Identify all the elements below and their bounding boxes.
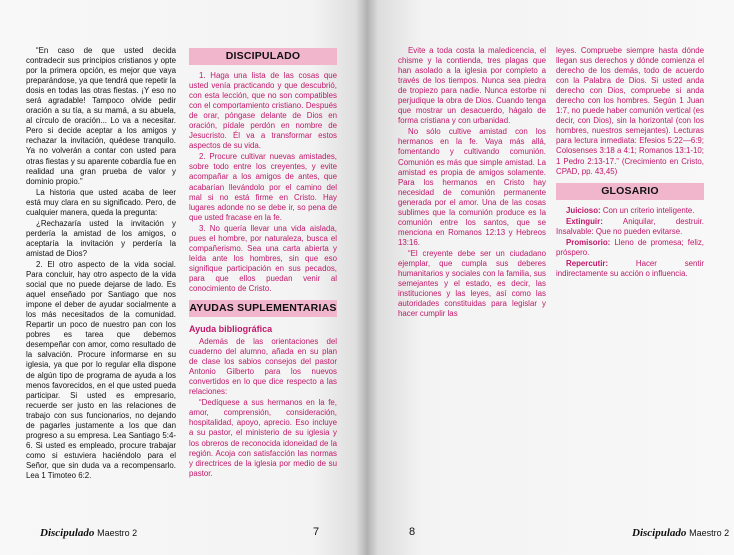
right-page-number: 8 bbox=[409, 526, 416, 538]
ayuda-bibliografica-body bbox=[189, 337, 337, 479]
paragraph: “Dedíquese a sus hermanos en la fe, amor, comprensión, consideración, hospitalidad, apoyo, aprecio. Eso incluye a su pastor, el ministerio de su iglesia y los obreros de reconocida idoneidad de la región. Acoja con satisfacción las normas y directrices de la iglesia por medio de su pastor. bbox=[189, 398, 337, 478]
glossary-entry bbox=[556, 259, 704, 279]
ayudas-suplementarias-heading: AYUDAS SUPLEMENTARIAS bbox=[189, 300, 337, 317]
paragraph: “El creyente debe ser un ciudadano ejemplar, que cumpla sus deberes humanitarios y sociales con la familia, sus semejantes y el estado, es decir, las instituciones y las leyes, así como las autoridades constituidas para legislar y hacer cumplir las bbox=[398, 248, 546, 319]
glossary-term: Promisorio: bbox=[566, 237, 611, 247]
right-column-2-body bbox=[556, 46, 704, 177]
glossary-definition: Hacer sentir indirectamente su acción o influencia. bbox=[556, 258, 704, 278]
paragraph: Evite a toda costa la maledicencia, el chisme y la contienda, tres plagas que han asolado a la iglesia por completo a través de los tiempos. Nunca sea piedra de tropiezo para nadie. Nunca estorbe ni perjudique la obra de Dios. Cuando tenga que mostrar un desacuerdo, hágalo de forma cristiana y con urbanidad. bbox=[398, 46, 546, 126]
glossary-entry bbox=[556, 206, 704, 216]
brand-name: Discipulado bbox=[632, 527, 687, 539]
glossary-entry bbox=[556, 238, 704, 258]
right-column-1 bbox=[398, 46, 546, 320]
paragraph: leyes. Compruebe siempre hasta dónde llegan sus derechos y dónde comienza el derecho de los demás, todo de acuerdo con la Palabra de Dios. Si usted anda derecho con Dios, compruebe si anda derecho con los hombres. Según 1 Juan 1:7, no puede haber comunión vertical (es decir, con Dios), sin la horizontal (con los hombres, nuestros semejantes). Lecturas para lectura inmediata: Efesios 5:22—6:9; Colosenses 3:18 a 4:1; Romanos 13:1-10; 1 Pedro 2:13-17.” (Crecimiento en Cristo, CPAD, pp. 43,45) bbox=[556, 46, 704, 176]
glossary-definition: Lleno de promesa; feliz, próspero. bbox=[556, 237, 704, 257]
glossary-term: Repercutir: bbox=[566, 258, 609, 268]
paragraph: “En caso de que usted decida contradecir sus principios cristianos y opte por la primera opción, es mejor que vaya preparándose, ya que tendrá que repetir la dosis en todas las otras fiestas. ¡Y eso no será agradable! Tampoco olvide pedir oración a su tía, a su mamá, a su abuela, al círculo de oración... Lo va a necesitar. Pero si decide aceptar a los amigos y rechazar la invitación, quédese tranquilo. Ya no volverán a contar con usted para otras fiestas y su aparente cobardía fue en realidad una gran prueba de valor y dominio propio.” bbox=[26, 46, 176, 186]
paragraph: 1. Haga una lista de las cosas que usted venía practicando y que descubrió, con esta lección, que no son compatibles con el comportamiento cristiano. Después de orar, póngase delante de Dios en oración, pídale perdón en nombre de Jesucristo. Él va a transformar estos aspectos de su vida. bbox=[189, 71, 337, 151]
paragraph: 3. No quería llevar una vida aislada, pues el hombre, por naturaleza, busca el compañerismo. Sea una carta abierta y leída ante los hombres, sin que eso signifique participación en sus pecados, para que ellos puedan venir al conocimiento de Cristo. bbox=[189, 223, 337, 293]
glossary-definition: Con un criterio inteligente. bbox=[600, 205, 695, 215]
right-footer-brand bbox=[632, 527, 729, 539]
glossary-definition: Aniquilar, destruir. Insalvable: Que no pueden evitarse. bbox=[556, 216, 704, 236]
brand-subtitle: Maestro 2 bbox=[97, 528, 138, 538]
book-gutter-shadow bbox=[356, 0, 378, 555]
paragraph: 2. Procure cultivar nuevas amistades, sobre todo entre los creyentes, y evite acompañar a los amigos de antes, que acabarían llevándolo por el camino del mal si no está firme en Cristo. Hay lugares adonde no se debe ir, so pena de que usted fracase en la fe. bbox=[189, 152, 337, 222]
left-column-2 bbox=[189, 48, 337, 480]
discipulado-body bbox=[189, 71, 337, 294]
brand-name: Discipulado bbox=[40, 527, 95, 539]
paragraph: No sólo cultive amistad con los hermanos en la fe. Vaya más allá, fomentando y cultivando comunión. Comunión es más que simple amistad. La amistad es propia de amigos solamente. Para los hermanos en Cristo hay necesidad de comunión permanente generada por el amor. Una de las cosas sublimes que la comunión produce es la comunión entre los santos, que se menciona en Romanos 12:13 y Hebreos 13:16. bbox=[398, 127, 546, 247]
brand-subtitle: Maestro 2 bbox=[689, 528, 730, 538]
ayuda-bibliografica-heading: Ayuda bibliográfica bbox=[189, 324, 273, 335]
paragraph: 2. El otro aspecto de la vida social. Para concluir, hay otro aspecto de la vida social que no puede dejarse de lado. Es aquel enseñado por Santiago que nos impone el deber de ayudar socialmente a los más necesitados de la comunidad. Repartir un poco de nuestro pan con los pobres es tarea que debemos desempeñar con amor, como resultado de la salvación. Procure informarse en su iglesia, ya que por lo regular ella dispone de algún tipo de programa de ayuda a los menos favorecidos, en el que usted pueda participar. Si usted es empresario, recuerde ser justo en las relaciones de trabajo con sus funcionarios, no dejando de pagarles justamente a los que dan progreso a su empresa. Lea Santiago 5:4-6. Si usted es empleado, procure trabajar como si estuviera haciéndolo para el Señor, que sin duda va a recompensarlo. Lea 1 Timoteo 6:2. bbox=[26, 259, 176, 480]
glossary-entry bbox=[556, 217, 704, 237]
right-page bbox=[367, 0, 734, 555]
glossary-term: Extinguir: bbox=[566, 216, 603, 226]
left-page-number: 7 bbox=[313, 526, 320, 538]
paragraph: Además de las orientaciones del cuaderno del alumno, añada en su plan de clase los sabios consejos del pastor Antonio Gilberto para los nuevos convertidos en lo que dice respecto a las relaciones: bbox=[189, 337, 337, 397]
paragraph: ¿Rechazaría usted la invitación y perdería la amistad de los amigos, o aceptaría la invitación y perdería la amistad de Dios? bbox=[26, 218, 176, 258]
paragraph: La historia que usted acaba de leer está muy clara en su significado. Pero, de cualquier manera, queda la pregunta: bbox=[26, 187, 176, 217]
glosario-heading: GLOSARIO bbox=[556, 183, 704, 200]
glosario-list bbox=[556, 206, 704, 279]
left-column-1 bbox=[26, 46, 176, 482]
left-footer-brand bbox=[40, 527, 137, 539]
discipulado-heading: DISCIPULADO bbox=[189, 48, 337, 65]
glossary-term: Juicioso: bbox=[566, 205, 601, 215]
right-column-2 bbox=[556, 46, 704, 280]
